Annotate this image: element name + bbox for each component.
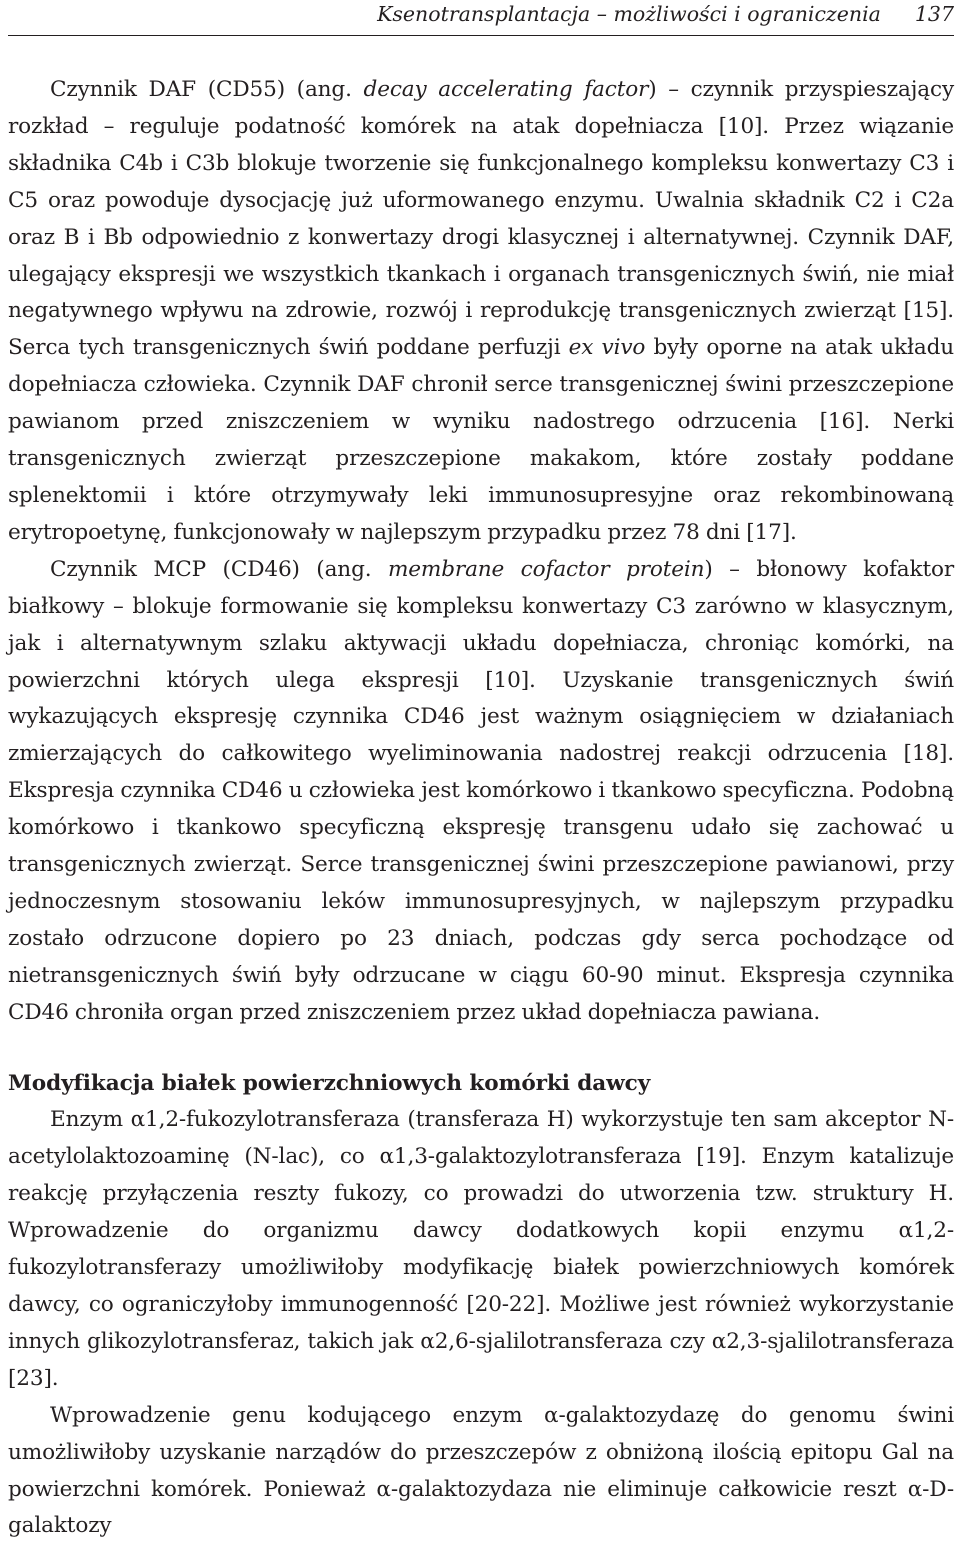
mcp-text-2: ) – błonowy kofaktor białkowy – blokuje formowanie się kompleksu konwertazy C3 zarówno w klasycznym, jak i alternatywnym szlaku aktywacji układu dopełniacza, chroniąc komórki, na powierzchni których ulega ekspresji [10]. Uzyskanie transgenicznych świń wykazujących ekspresję czynnika CD46 jest ważnym osiągnięciem w działaniach zmierzających do całkowitego wyeliminowania nadostrej reakcji odrzucenia [18]. Ekspresja czynnika CD46 u człowieka jest komórkowo i tkankowo specyficzna. Podobną komórkowo i tkankowo specyficzną ekspresję transgenu udało się zachować u transgenicznych zwierząt. Serce transgenicznej świni przeszczepione pawianowi, przy jednoczesnym stosowaniu leków immunosupresyjnych, w najlepszym przypadku zostało odrzucone dopiero po 23 dniach, podczas gdy serca pochodzące od nietransgenicznych świń były odrzucane w ciągu 60-90 minut. Ekspresja czynnika CD46 chroniła organ przed zniszczeniem przez układ dopełniacza pawiana.: [8, 556, 955, 1025]
daf-text-3: były oporne na atak układu dopełniacza człowieka. Czynnik DAF chronił serce transgenicznej świni przeszczepione pawianom przed zniszczeniem w wyniku nadostrego odrzucenia [16]. Nerki transgenicznych zwierząt przeszczepione makakom, które zostały poddane splenektomii i które otrzymywały leki immunosupresyjne oraz rekombinowaną erytropoetynę, funkcjonowały w najlepszym przypadku przez 78 dni [17].: [8, 335, 955, 545]
mcp-term-italic: membrane cofactor protein: [387, 556, 705, 582]
body-text: [8, 72, 954, 1545]
daf-text-2: ) – czynnik przyspieszający rozkład – reguluje podatność komórek na atak dopełniacza [10]. Przez wiązanie składnika C4b i C3b blokuje tworzenie się funkcjonalnego kompleksu konwertazy C3 i C5 oraz powoduje dysocjację już uformowanego enzymu. Uwalnia składnik C2 i C2a oraz B i Bb odpowiednio z konwertazy drogi klasycznej i alternatywnej. Czynnik DAF, ulegający ekspresji we wszystkich tkankach i organach transgenicznych świń, nie miał negatywnego wpływu na zdrowie, rozwój i reprodukcję transgenicznych zwierząt [15]. Serca tych transgenicznych świń poddane perfuzji: [8, 77, 954, 361]
mcp-text-1: Czynnik MCP (CD46) (ang.: [50, 556, 388, 582]
daf-term-italic: decay accelerating factor: [363, 77, 649, 102]
page-number: 137: [914, 2, 954, 26]
daf-text-1: Czynnik DAF (CD55) (ang.: [50, 77, 364, 102]
ex-vivo-italic: ex vivo: [568, 335, 646, 361]
document-page: [8, 0, 954, 1545]
section-heading: Modyfikacja białek powierzchniowych komórki dawcy: [8, 1070, 651, 1096]
running-header: [8, 0, 954, 36]
running-title: Ksenotransplantacja – możliwości i ograniczenia: [377, 2, 881, 26]
paragraph-mcp: [8, 552, 954, 1032]
paragraph-galactosidase: Wprowadzenie genu kodującego enzym α-galaktozydazę do genomu świni umożliwiłoby uzyskanie narządów do przeszczepów z obniżoną ilością epitopu Gal na powierzchni komórek. Ponieważ α-galaktozydaza nie eliminuje całkowicie reszt α-D-galaktozy: [8, 1402, 954, 1539]
paragraph-fucosyltransferase: Enzym α1,2-fukozylotransferaza (transferaza H) wykorzystuje ten sam akceptor N-acetylolaktozoaminę (N-lac), co α1,3-galaktozylotransferaza [19]. Enzym katalizuje reakcję przyłączenia reszty fukozy, co prowadzi do utworzenia tzw. struktury H. Wprowadzenie do organizmu dawcy dodatkowych kopii enzymu α1,2-fukozylotransferazy umożliwiłoby modyfikację białek powierzchniowych komórek dawcy, co ograniczyłoby immunogenność [20-22]. Możliwe jest również wykorzystanie innych glikozylotransferaz, takich jak α2,6-sjalilotransferaza czy α2,3-sjalilotransferaza [23].: [8, 1107, 954, 1391]
paragraph-daf: [8, 72, 954, 552]
